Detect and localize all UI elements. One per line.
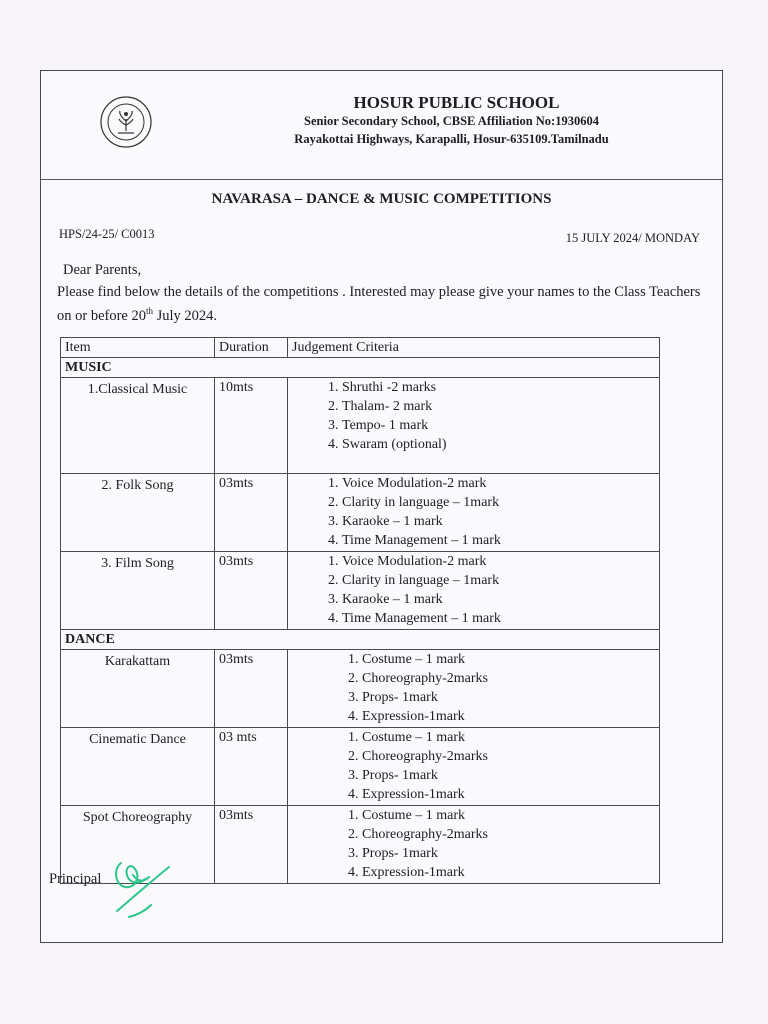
item-criteria xyxy=(288,650,660,728)
criteria-item: 3. Karaoke – 1 mark xyxy=(342,512,655,531)
table-header-row xyxy=(61,338,660,358)
criteria-item: 2. Choreography-2marks xyxy=(362,669,655,688)
section-label: MUSIC xyxy=(61,358,660,378)
item-criteria xyxy=(288,474,660,552)
header-item: Item xyxy=(61,338,215,358)
item-criteria xyxy=(288,806,660,884)
criteria-item: 3. Props- 1mark xyxy=(362,844,655,863)
criteria-item: 1. Costume – 1 mark xyxy=(362,806,655,825)
school-affiliation: Senior Secondary School, CBSE Affiliation No:1930604 xyxy=(304,114,599,128)
item-duration: 10mts xyxy=(215,378,288,474)
circular-document xyxy=(40,70,723,943)
signature-icon xyxy=(111,855,171,925)
table-row xyxy=(61,650,660,728)
criteria-item: 3. Props- 1mark xyxy=(362,766,655,785)
section-label: DANCE xyxy=(61,630,660,650)
item-criteria xyxy=(288,552,660,630)
item-criteria xyxy=(288,378,660,474)
circular-body xyxy=(57,283,718,326)
item-duration: 03mts xyxy=(215,650,288,728)
criteria-item: 2. Clarity in language – 1mark xyxy=(342,571,655,590)
section-row-dance xyxy=(61,630,660,650)
criteria-item: 2. Choreography-2marks xyxy=(362,747,655,766)
criteria-item: 4. Expression-1mark xyxy=(362,707,655,726)
item-criteria xyxy=(288,728,660,806)
item-duration: 03 mts xyxy=(215,728,288,806)
criteria-item: 2. Clarity in language – 1mark xyxy=(342,493,655,512)
body-text-part1: Please find below the details of the competitions . Interested may please give your names to the Class Teachers on or before 20 xyxy=(57,284,701,324)
criteria-item: 1. Voice Modulation-2 mark xyxy=(342,552,655,571)
criteria-item: 4. Expression-1mark xyxy=(362,785,655,804)
body-text-sup: th xyxy=(145,306,153,316)
table-row xyxy=(61,552,660,630)
item-duration: 03mts xyxy=(215,552,288,630)
circular-title: NAVARASA – DANCE & MUSIC COMPETITIONS xyxy=(211,191,552,207)
school-logo-icon xyxy=(99,95,153,149)
criteria-item: 4. Time Management – 1 mark xyxy=(342,531,655,550)
greeting: Dear Parents, xyxy=(63,262,142,278)
body-text-part2: July 2024. xyxy=(153,307,218,324)
criteria-item: 1. Shruthi -2 marks xyxy=(342,378,655,397)
item-name: Cinematic Dance xyxy=(61,728,215,806)
header-duration: Duration xyxy=(215,338,288,358)
item-duration: 03mts xyxy=(215,806,288,884)
item-name: 2. Folk Song xyxy=(61,474,215,552)
criteria-item: 2. Choreography-2marks xyxy=(362,825,655,844)
table-row xyxy=(61,728,660,806)
competition-criteria-table xyxy=(60,337,660,884)
table-row xyxy=(61,378,660,474)
item-duration: 03mts xyxy=(215,474,288,552)
item-name: 3. Film Song xyxy=(61,552,215,630)
reference-number: HPS/24-25/ C0013 xyxy=(59,227,155,241)
criteria-item: 4. Expression-1mark xyxy=(362,863,655,882)
item-name: Karakattam xyxy=(61,650,215,728)
criteria-item: 3. Karaoke – 1 mark xyxy=(342,590,655,609)
principal-label: Principal xyxy=(49,871,102,887)
criteria-item: 4. Time Management – 1 mark xyxy=(342,609,655,628)
circular-date: 15 JULY 2024/ MONDAY xyxy=(565,231,700,245)
criteria-item: 2. Thalam- 2 mark xyxy=(342,397,655,416)
criteria-item: 1. Costume – 1 mark xyxy=(362,728,655,747)
school-name: HOSUR PUBLIC SCHOOL xyxy=(353,93,560,112)
table-row xyxy=(61,474,660,552)
school-address: Rayakottai Highways, Karapalli, Hosur-635109.Tamilnadu xyxy=(294,132,609,146)
item-name: 1.Classical Music xyxy=(61,378,215,474)
criteria-item: 1. Costume – 1 mark xyxy=(362,650,655,669)
criteria-item: 3. Tempo- 1 mark xyxy=(342,416,655,435)
item-name: Spot Choreography xyxy=(61,806,215,884)
section-row-music xyxy=(61,358,660,378)
header-divider xyxy=(41,179,722,180)
header-criteria: Judgement Criteria xyxy=(288,338,660,358)
criteria-item: 1. Voice Modulation-2 mark xyxy=(342,474,655,493)
criteria-item: 4. Swaram (optional) xyxy=(342,435,655,454)
criteria-item: 3. Props- 1mark xyxy=(362,688,655,707)
